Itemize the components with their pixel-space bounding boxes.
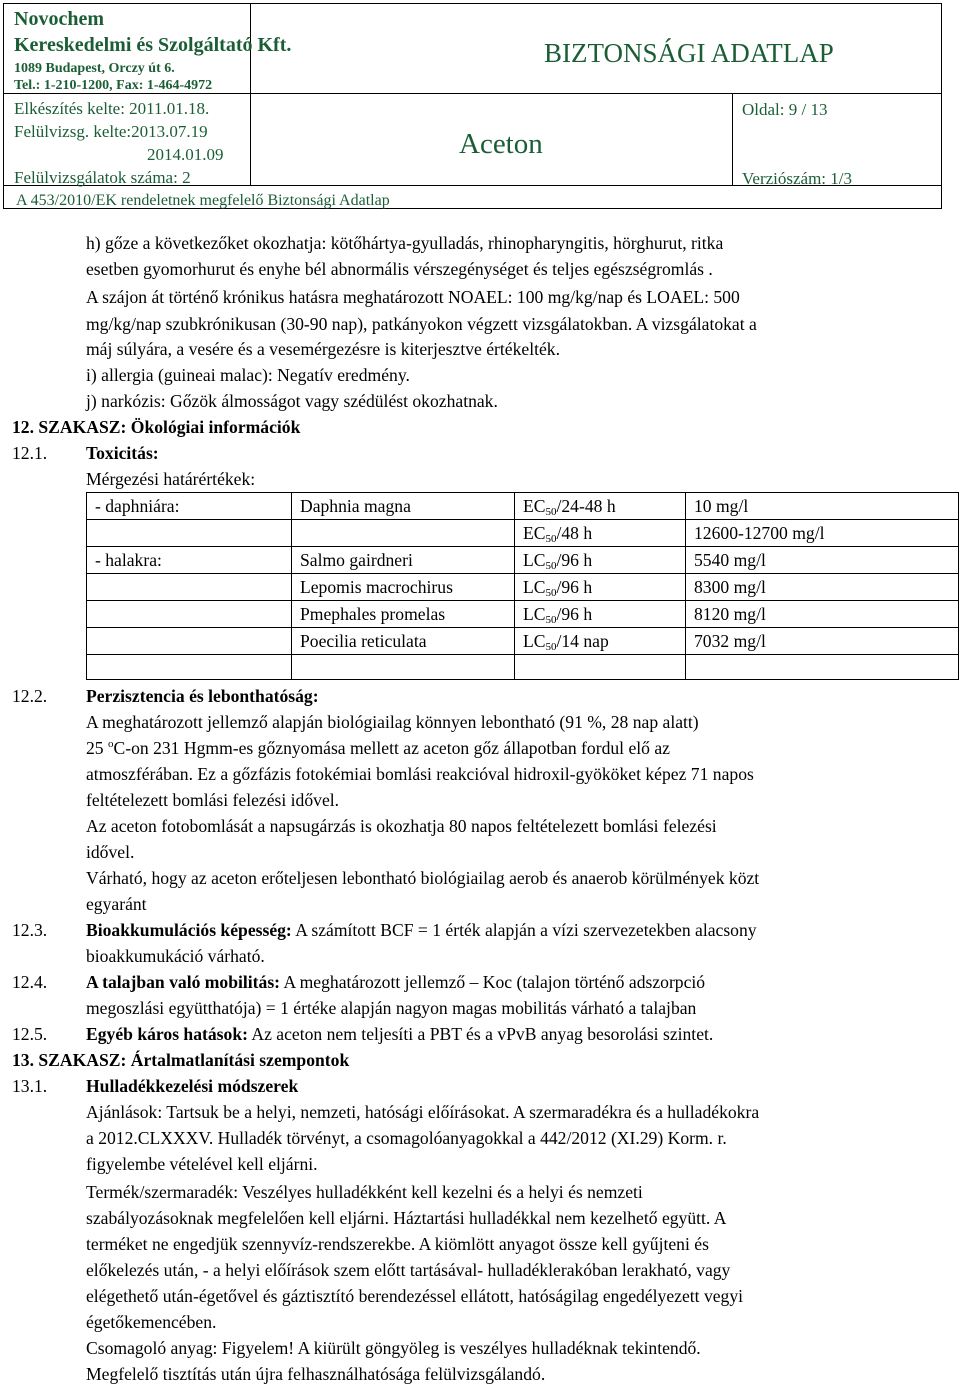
subsection-number: 12.5. (12, 1024, 48, 1044)
table-row (87, 520, 959, 547)
document-title: BIZTONSÁGI ADATLAP (544, 38, 834, 68)
table-row-empty (87, 655, 959, 680)
table-cell: 8120 mg/l (686, 601, 959, 628)
subsection-number: 13.1. (12, 1076, 48, 1096)
table-cell: - halakra: (87, 547, 292, 574)
company-type: Kereskedelmi és Szolgáltató Kft. (14, 34, 292, 56)
subsection-title: Toxicitás: (86, 443, 159, 463)
table-cell (515, 601, 686, 628)
subsection-title: Perzisztencia és lebonthatóság: (86, 686, 319, 706)
table-row (87, 601, 959, 628)
table-cell (515, 574, 686, 601)
table-cell: 8300 mg/l (686, 574, 959, 601)
revision-count: Felülvizsgálatok száma: 2 (14, 168, 191, 187)
tox-h-line: A szájon át történő krónikus hatásra meghatározott NOAEL: 100 mg/kg/nap és LOAEL: 500 (86, 287, 740, 307)
paragraph-line: szabályozásoknak megfelelően kell eljárni. Háztartási hulladékkal nem kezelhető együtt. A (86, 1208, 727, 1228)
paragraph-line: Termék/szermaradék: Veszélyes hulladékként kell kezelni és a helyi és nemzeti (86, 1182, 643, 1202)
paragraph-line: terméket ne engedjük szennyvíz-rendszerekbe. A kiömlött anyagot össze kell gyűjteni és (86, 1234, 709, 1254)
table-row (87, 574, 959, 601)
table-row (87, 493, 959, 520)
degree-sign: o (108, 738, 114, 750)
test-duration: /14 nap (556, 631, 609, 651)
paragraph-line (86, 917, 757, 943)
toxicity-table (86, 492, 959, 680)
table-cell: 7032 mg/l (686, 628, 959, 655)
paragraph-text: Az aceton nem teljesíti a PBT és a vPvB anyag besorolási szintet. (247, 1024, 714, 1044)
tox-j-line: j) narkózis: Gőzök álmosságot vagy szédülést okozhatnak. (86, 391, 498, 411)
table-cell: 12600-12700 mg/l (686, 520, 959, 547)
table-cell: 10 mg/l (686, 493, 959, 520)
test-subscript: 50 (545, 614, 557, 626)
revised-date: Felülvizsg. kelte:2013.07.19 (14, 122, 208, 141)
table-cell (87, 655, 292, 680)
table-cell: Pmephales promelas (292, 601, 515, 628)
regulation-line: A 453/2010/EK rendeletnek megfelelő Biztonsági Adatlap (16, 192, 390, 209)
test-duration: /96 h (556, 550, 593, 570)
test-type: LC (523, 577, 546, 597)
table-cell (515, 655, 686, 680)
table-cell (515, 520, 686, 547)
test-subscript: 50 (545, 587, 557, 599)
subsection-number: 12.1. (12, 443, 48, 463)
paragraph-line: a 2012.CLXXXV. Hulladék törvényt, a csomagolóanyagokkal a 442/2012 (XI.29) Korm. r. (86, 1128, 727, 1148)
company-address: 1089 Budapest, Orczy út 6. (14, 61, 175, 76)
test-type: EC (523, 496, 546, 516)
paragraph-line (86, 969, 705, 995)
table-cell: Poecilia reticulata (292, 628, 515, 655)
revised-date-2: 2014.01.09 (147, 145, 224, 164)
subsection-title: Bioakkumulációs képesség: (86, 920, 292, 940)
paragraph-line (86, 1021, 713, 1047)
table-row (87, 547, 959, 574)
table-row (87, 628, 959, 655)
paragraph-text: A meghatározott jellemző – Koc (talajon történő adszorpció (280, 972, 706, 992)
paragraph-line (86, 735, 670, 761)
test-type: EC (523, 523, 546, 543)
test-duration: /96 h (556, 604, 593, 624)
paragraph-line: egyaránt (86, 894, 147, 914)
paragraph-line: idővel. (86, 842, 135, 862)
section-12-title: 12. SZAKASZ: Ökológiai információk (12, 417, 301, 437)
table-cell (87, 628, 292, 655)
table-cell (515, 493, 686, 520)
subsection-number: 12.2. (12, 686, 48, 706)
test-type: LC (523, 550, 546, 570)
paragraph-line: megoszlási együtthatója) = 1 értéke alapján nagyon magas mobilitás várható a talajban (86, 998, 697, 1018)
table-cell (515, 628, 686, 655)
page-number: Oldal: 9 / 13 (742, 100, 828, 119)
paragraph-line: bioakkumukáció várható. (86, 946, 265, 966)
paragraph-line: Csomagoló anyag: Figyelem! A kiürült göngyöleg is veszélyes hulladéknak tekintendő. (86, 1338, 701, 1358)
test-duration: /96 h (556, 577, 593, 597)
test-duration: /24-48 h (556, 496, 616, 516)
subsection-title: Egyéb káros hatások: (86, 1024, 248, 1044)
test-subscript: 50 (545, 533, 557, 545)
subsection-number: 12.4. (12, 972, 48, 992)
subsection-title: Hulladékkezelési módszerek (86, 1076, 299, 1096)
paragraph-text: A számított BCF = 1 érték alapján a vízi szervezetekben alacsony (291, 920, 757, 940)
paragraph-line: Megfelelő tisztítás után újra felhasználhatósága felülvizsgálandó. (86, 1364, 546, 1384)
company-phone: Tel.: 1-210-1200, Fax: 1-464-4972 (14, 78, 213, 93)
header-divider (732, 93, 733, 185)
paragraph-line: A meghatározott jellemző alapján biológiailag könnyen lebontható (91 %, 28 nap alatt) (86, 712, 699, 732)
test-type: LC (523, 631, 546, 651)
tox-h-line: esetben gyomorhurut és enyhe bél abnormális vérszegénységet és teljes egészségromlás . (86, 259, 713, 279)
tox-i-line: i) allergia (guineai malac): Negatív eredmény. (86, 365, 410, 385)
paragraph-line: előkelezés után, - a helyi előírások szem előtt tartásával- hulladéklerakóban lerakható, vagy (86, 1260, 731, 1280)
test-subscript: 50 (545, 641, 557, 653)
subsection-number: 12.3. (12, 920, 48, 940)
company-name: Novochem (14, 8, 104, 30)
table-cell (515, 547, 686, 574)
table-cell (87, 601, 292, 628)
header-divider (250, 4, 251, 185)
temperature-value: 25 (86, 738, 108, 758)
paragraph-line: égetőkemencében. (86, 1312, 217, 1332)
document-header (3, 3, 942, 209)
table-cell: Lepomis macrochirus (292, 574, 515, 601)
paragraph-line: Várható, hogy az aceton erőteljesen lebontható biológiailag aerob és anaerob körülmények közt (86, 868, 760, 888)
created-date: Elkészítés kelte: 2011.01.18. (14, 99, 210, 118)
table-cell: Salmo gairdneri (292, 547, 515, 574)
paragraph-line: Ajánlások: Tartsuk be a helyi, nemzeti, hatósági előírásokat. A szermaradékra és a hulladékokra (86, 1102, 760, 1122)
paragraph-line: atmoszférában. Ez a gőzfázis fotokémiai bomlási reakcióval hidroxil-gyököket képez 71 napos (86, 764, 754, 784)
table-cell (87, 574, 292, 601)
table-cell (292, 520, 515, 547)
test-subscript: 50 (545, 506, 557, 518)
test-subscript: 50 (545, 560, 557, 572)
table-cell (292, 655, 515, 680)
section-13-title: 13. SZAKASZ: Ártalmatlanítási szempontok (12, 1050, 350, 1070)
paragraph-line: elégethető után-égetővel és gáztisztító berendezéssel ellátott, hatóságilag engedélyezett vegyi (86, 1286, 744, 1306)
tox-h-line: mg/kg/nap szubkrónikusan (30-90 nap), patkányokon végzett vizsgálatokban. A vizsgálatokat a (86, 314, 757, 334)
test-duration: /48 h (556, 523, 593, 543)
table-cell: - daphniára: (87, 493, 292, 520)
paragraph-line: feltételezett bomlási felezési idővel. (86, 790, 340, 810)
subsection-title: A talajban való mobilitás: (86, 972, 281, 992)
tox-h-line: h) gőze a következőket okozhatja: kötőhártya-gyulladás, rhinopharyngitis, hörghurut, ritka (86, 233, 724, 253)
table-cell: 5540 mg/l (686, 547, 959, 574)
version-number: Verziószám: 1/3 (742, 169, 852, 188)
toxicity-limits-label: Mérgezési határértékek: (86, 469, 256, 489)
tox-h-line: máj súlyára, a vesére és a vesemérgezésre is kiterjesztve értékelték. (86, 339, 560, 359)
table-cell (686, 655, 959, 680)
product-name: Aceton (459, 128, 543, 160)
paragraph-text: C-on 231 Hgmm-es gőznyomása mellett az aceton gőz állapotban fordul elő az (113, 738, 670, 758)
paragraph-line: figyelembe vételével kell eljárni. (86, 1154, 318, 1174)
test-type: LC (523, 604, 546, 624)
table-cell: Daphnia magna (292, 493, 515, 520)
table-cell (87, 520, 292, 547)
paragraph-line: Az aceton fotobomlását a napsugárzás is okozhatja 80 napos feltételezett bomlási felezési (86, 816, 717, 836)
